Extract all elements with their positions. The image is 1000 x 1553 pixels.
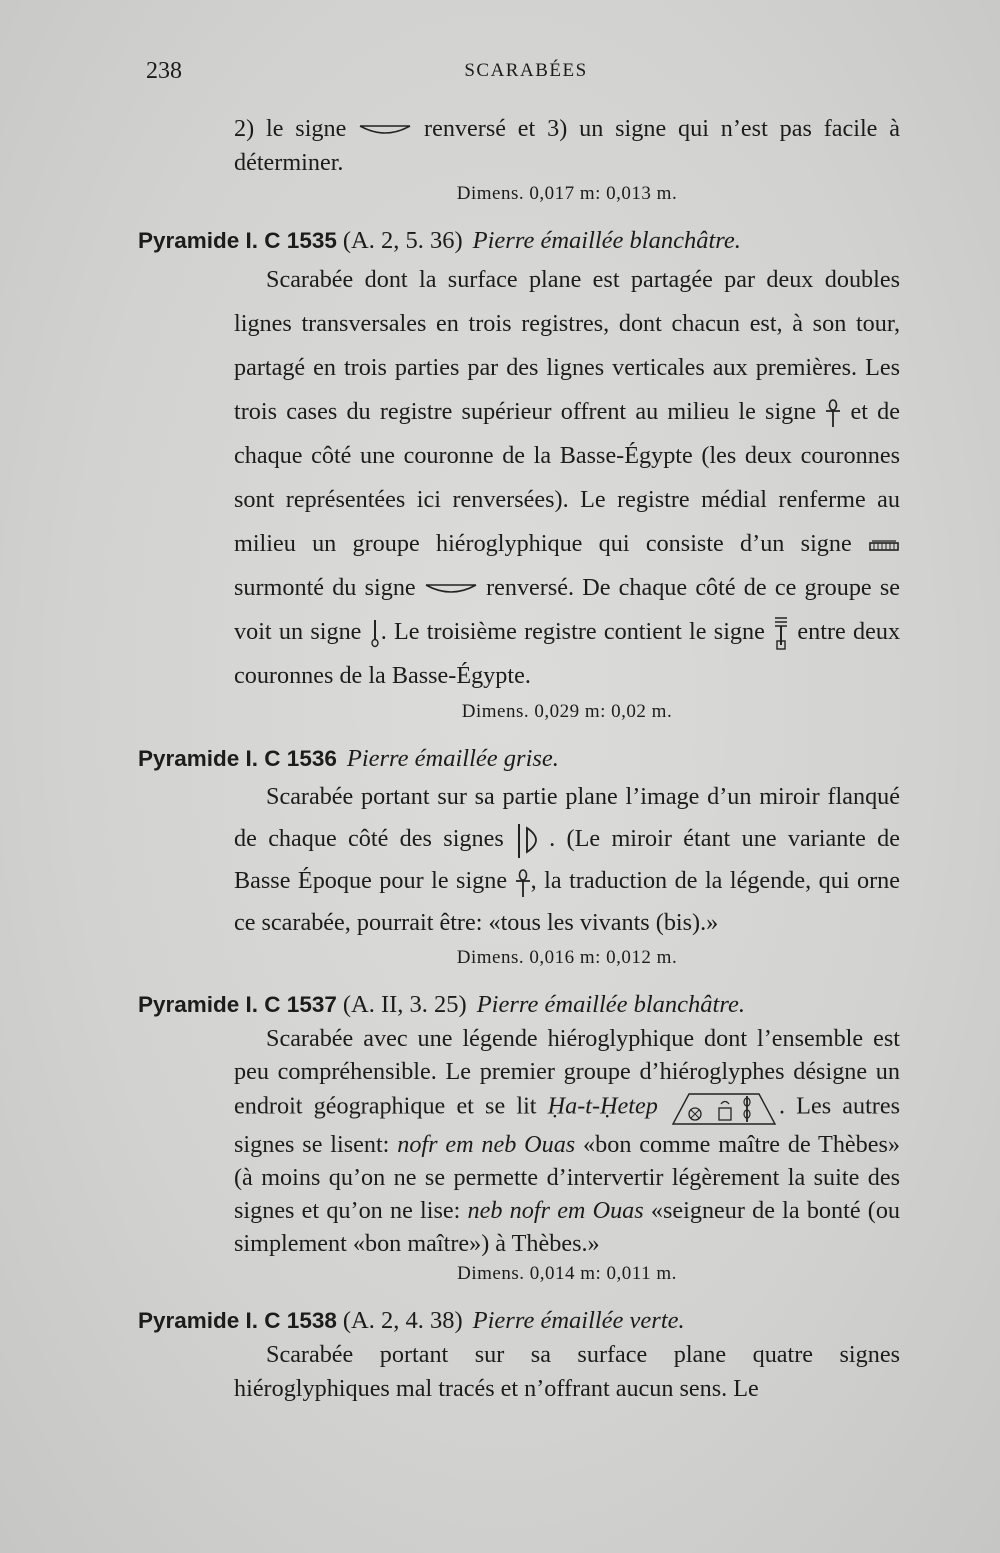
continuation-paragraph: 2) le signe renversé et 3) un signe qui n’est pas facile à déterminer. (234, 115, 900, 176)
ankh-icon (515, 868, 531, 898)
entry-label: Pyramide I. C 1537 (138, 992, 337, 1018)
entry-description: Scarabée avec une légende hiéroglyphique dont l’ensemble est peu compréhensible. Le premier groupe d’hiéroglyphes désigne un endroit géographique et se lit Ḥa-t-Ḥetep . Les autres signes se lisent: nofr em neb Ouas «bon comme maître de Thèbes» (à moins qu’on ne se permette d’intervertir légèrement la suite des signes et qu’on ne lise: neb nofr em Ouas «seigneur de la bonté (ou simplement «bon maître») à Thèbes.» (234, 1025, 901, 1258)
entry-heading (138, 1304, 900, 1338)
hieroglyph-mirror-icon (515, 820, 549, 860)
ankh-icon (825, 398, 841, 428)
entry-reference: (A. 2, 5. 36) (342, 227, 463, 254)
entry-material: Pierre émaillée grise. (346, 745, 559, 772)
entry-label: Pyramide I. C 1536 (138, 746, 337, 771)
dimensions-line: Dimens. 0,029 m: 0,02 m. (461, 701, 673, 722)
entry-material: Pierre émaillée blanchâtre. (476, 991, 745, 1019)
hieroglyph-pillar-icon (772, 615, 790, 651)
catalogue-entry-1536 (138, 742, 900, 972)
hieroglyph-group-icon (669, 1088, 779, 1128)
running-head: SCARABÉES (464, 60, 588, 81)
dimensions-line: Dimens. 0,014 m: 0,011 m. (457, 1263, 677, 1285)
dimensions-line: Dimens. 0,016 m: 0,012 m. (456, 947, 678, 969)
entry-label: Pyramide I. C 1535 (138, 228, 337, 253)
entry-description: Scarabée portant sur sa surface plane quatre signes hiéroglyphiques mal tracés et n’offrant aucun sens. Le (234, 1341, 900, 1403)
catalogue-entry-1538 (138, 1304, 900, 1406)
page-number: 238 (146, 58, 182, 84)
entry-heading (138, 224, 900, 258)
hieroglyph-dish-icon (424, 581, 478, 597)
hieroglyph-sceptre-icon (369, 618, 381, 648)
hieroglyph-basket-icon (868, 538, 900, 552)
hieroglyph-dish-icon (358, 122, 412, 138)
catalogue-entry-1537 (138, 988, 900, 1288)
entry-description: Scarabée dont la surface plane est partagée par deux doubles lignes transversales en trois registres, dont chacun est, à son tour, partagé en trois parties par des lignes verticales aux premières. Les trois cases du registre supérieur offrent au milieu le signe et de chaque côté une couronne de la Basse-Égypte (les deux couronnes sont représentées ici renversées). Le registre médial renferme au milieu un groupe hiéroglyphique qui consiste d’un signe surmonté du signe renversé. De chaque côté de ce groupe se voit un signe . Le troisième registre contient le signe entre deux couronnes de la Basse-Égypte. (234, 266, 901, 689)
entry-reference: (A. II, 3. 25) (342, 991, 467, 1019)
entry-description: Scarabée portant sur sa partie plane l’image d’un miroir flanqué de chaque côté des signes . (Le miroir étant une variante de Basse Époque pour le signe , la traduction de la légende, qui orne ce scarabée, pourrait être: «tous les vivants (bis).» (234, 783, 900, 937)
entry-heading (138, 742, 900, 776)
dimensions-line: Dimens. 0,017 m: 0,013 m. (456, 183, 678, 204)
entry-heading (138, 988, 900, 1022)
entry-reference: (A. 2, 4. 38) (342, 1307, 463, 1335)
catalogue-entry-1535 (138, 224, 900, 726)
entry-material: Pierre émaillée verte. (472, 1307, 685, 1335)
page-body (138, 112, 900, 1406)
transliteration: nofr em neb Ouas (397, 1131, 576, 1159)
entry-label: Pyramide I. C 1538 (138, 1308, 337, 1334)
page-header (146, 58, 906, 88)
entry-material: Pierre émaillée blanchâtre. (472, 227, 741, 254)
transliteration: Ḥa-t-Ḥetep (547, 1093, 658, 1120)
transliteration: neb nofr em Ouas (467, 1197, 644, 1225)
